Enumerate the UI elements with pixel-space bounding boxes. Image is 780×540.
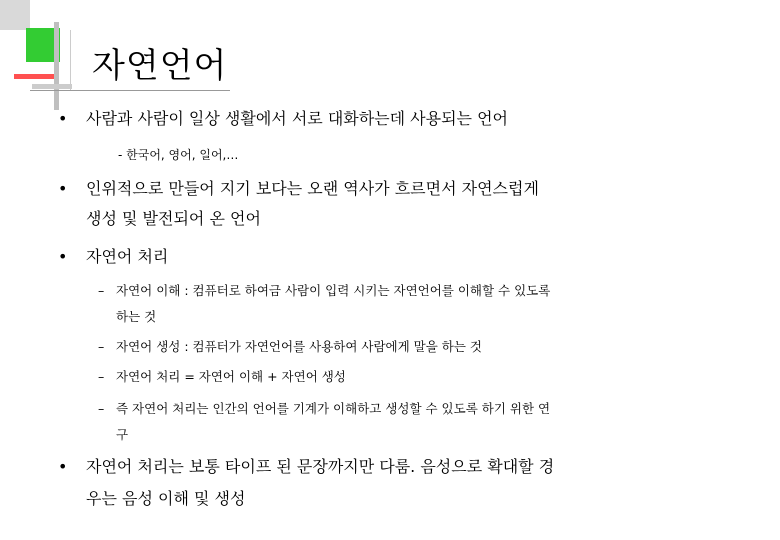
title-underline bbox=[30, 90, 230, 91]
page-title: 자연언어 bbox=[92, 46, 228, 86]
bullet-examples: - 한국어, 영어, 일어,… bbox=[118, 148, 239, 162]
deco-gray-hbar bbox=[32, 84, 72, 89]
deco-gray-square bbox=[0, 0, 30, 30]
deco-red-bar bbox=[14, 74, 58, 79]
deco-gray-vline bbox=[70, 30, 71, 90]
deco-gray-vbar bbox=[54, 22, 59, 110]
